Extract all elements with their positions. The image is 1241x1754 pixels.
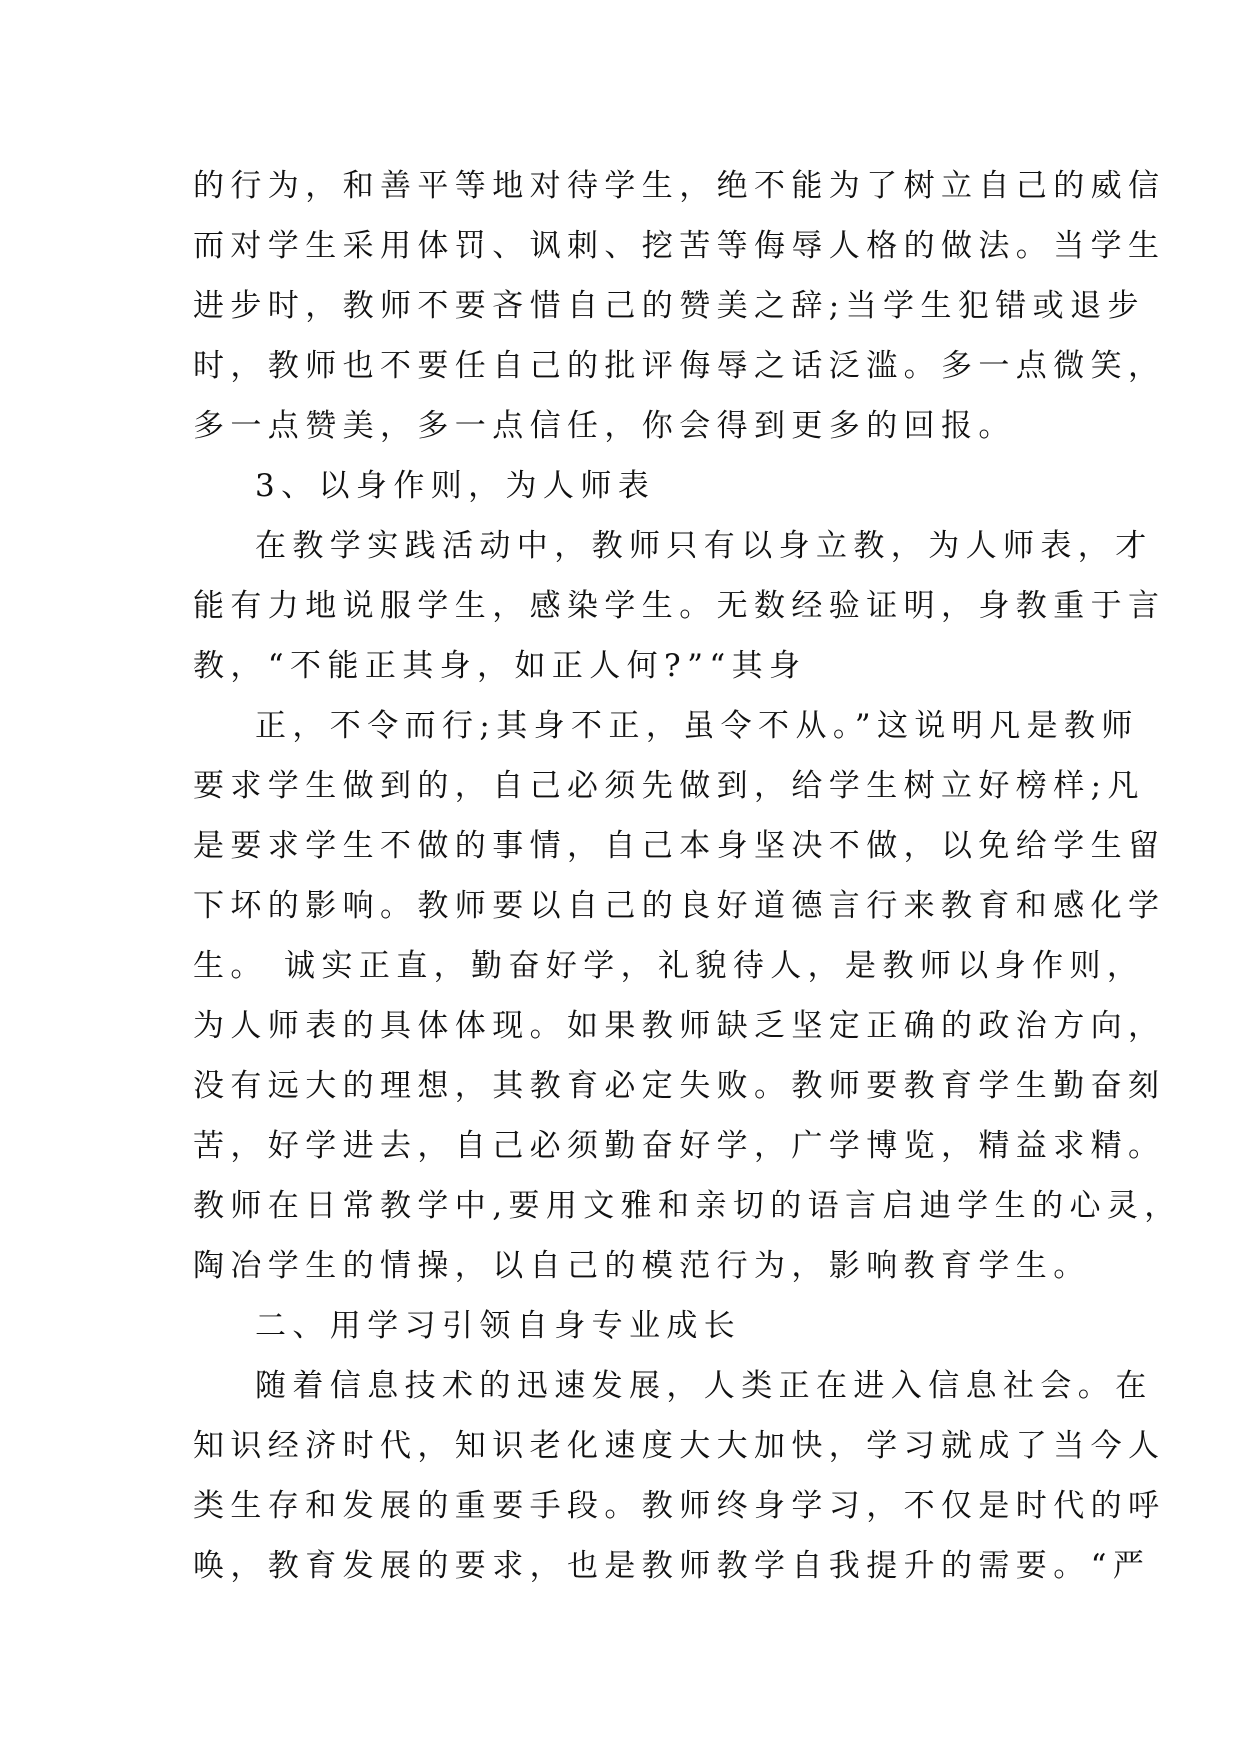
- text-line: 生。 诚实正直，勤奋好学，礼貌待人，是教师以身作则，: [193, 948, 1145, 984]
- text-line: 类生存和发展的重要手段。教师终身学习，不仅是时代的呼: [193, 1488, 1166, 1524]
- text-line: 而对学生采用体罚、讽刺、挖苦等侮辱人格的做法。当学生: [193, 228, 1166, 264]
- text-line: 多一点赞美，多一点信任，你会得到更多的回报。: [193, 408, 1016, 444]
- text-line: 进步时，教师不要吝惜自己的赞美之辞;当学生犯错或退步: [193, 288, 1145, 324]
- text-line: 没有远大的理想，其教育必定失败。教师要教育学生勤奋刻: [193, 1068, 1166, 1104]
- text-line: 为人师表的具体体现。如果教师缺乏坚定正确的政治方向，: [193, 1008, 1166, 1044]
- text-line: 正，不令而行;其身不正，虽令不从。”这说明凡是教师: [255, 708, 1139, 744]
- section-heading: 二、用学习引领自身专业成长: [255, 1308, 742, 1344]
- text-line: 要求学生做到的，自己必须先做到，给学生树立好榜样;凡: [193, 768, 1145, 804]
- text-line: 随着信息技术的迅速发展，人类正在进入信息社会。在: [255, 1368, 1153, 1404]
- text-line: 唤，教育发展的要求，也是教师教学自我提升的需要。“严: [193, 1548, 1151, 1584]
- text-line: 能有力地说服学生，感染学生。无数经验证明，身教重于言: [193, 588, 1166, 624]
- text-line: 下坏的影响。教师要以自己的良好道德言行来教育和感化学: [193, 888, 1166, 924]
- text-line: 是要求学生不做的事情，自己本身坚决不做，以免给学生留: [193, 828, 1166, 864]
- text-line: 苦，好学进去，自己必须勤奋好学，广学博览，精益求精。: [193, 1128, 1166, 1164]
- text-line: 陶冶学生的情操，以自己的模范行为，影响教育学生。: [193, 1248, 1091, 1284]
- text-line: 教师在日常教学中,要用文雅和亲切的语言启迪学生的心灵，: [193, 1188, 1182, 1224]
- text-line: 时，教师也不要任自己的批评侮辱之话泛滥。多一点微笑，: [193, 348, 1166, 384]
- text-line: 在教学实践活动中，教师只有以身立教，为人师表，才: [255, 528, 1153, 564]
- text-line: 教，“不能正其身，如正人何?”“其身: [193, 648, 807, 684]
- section-heading: 3、以身作则，为人师表: [255, 468, 656, 504]
- text-line: 的行为，和善平等地对待学生，绝不能为了树立自己的威信: [193, 168, 1166, 204]
- text-line: 知识经济时代，知识老化速度大大加快，学习就成了当今人: [193, 1428, 1166, 1464]
